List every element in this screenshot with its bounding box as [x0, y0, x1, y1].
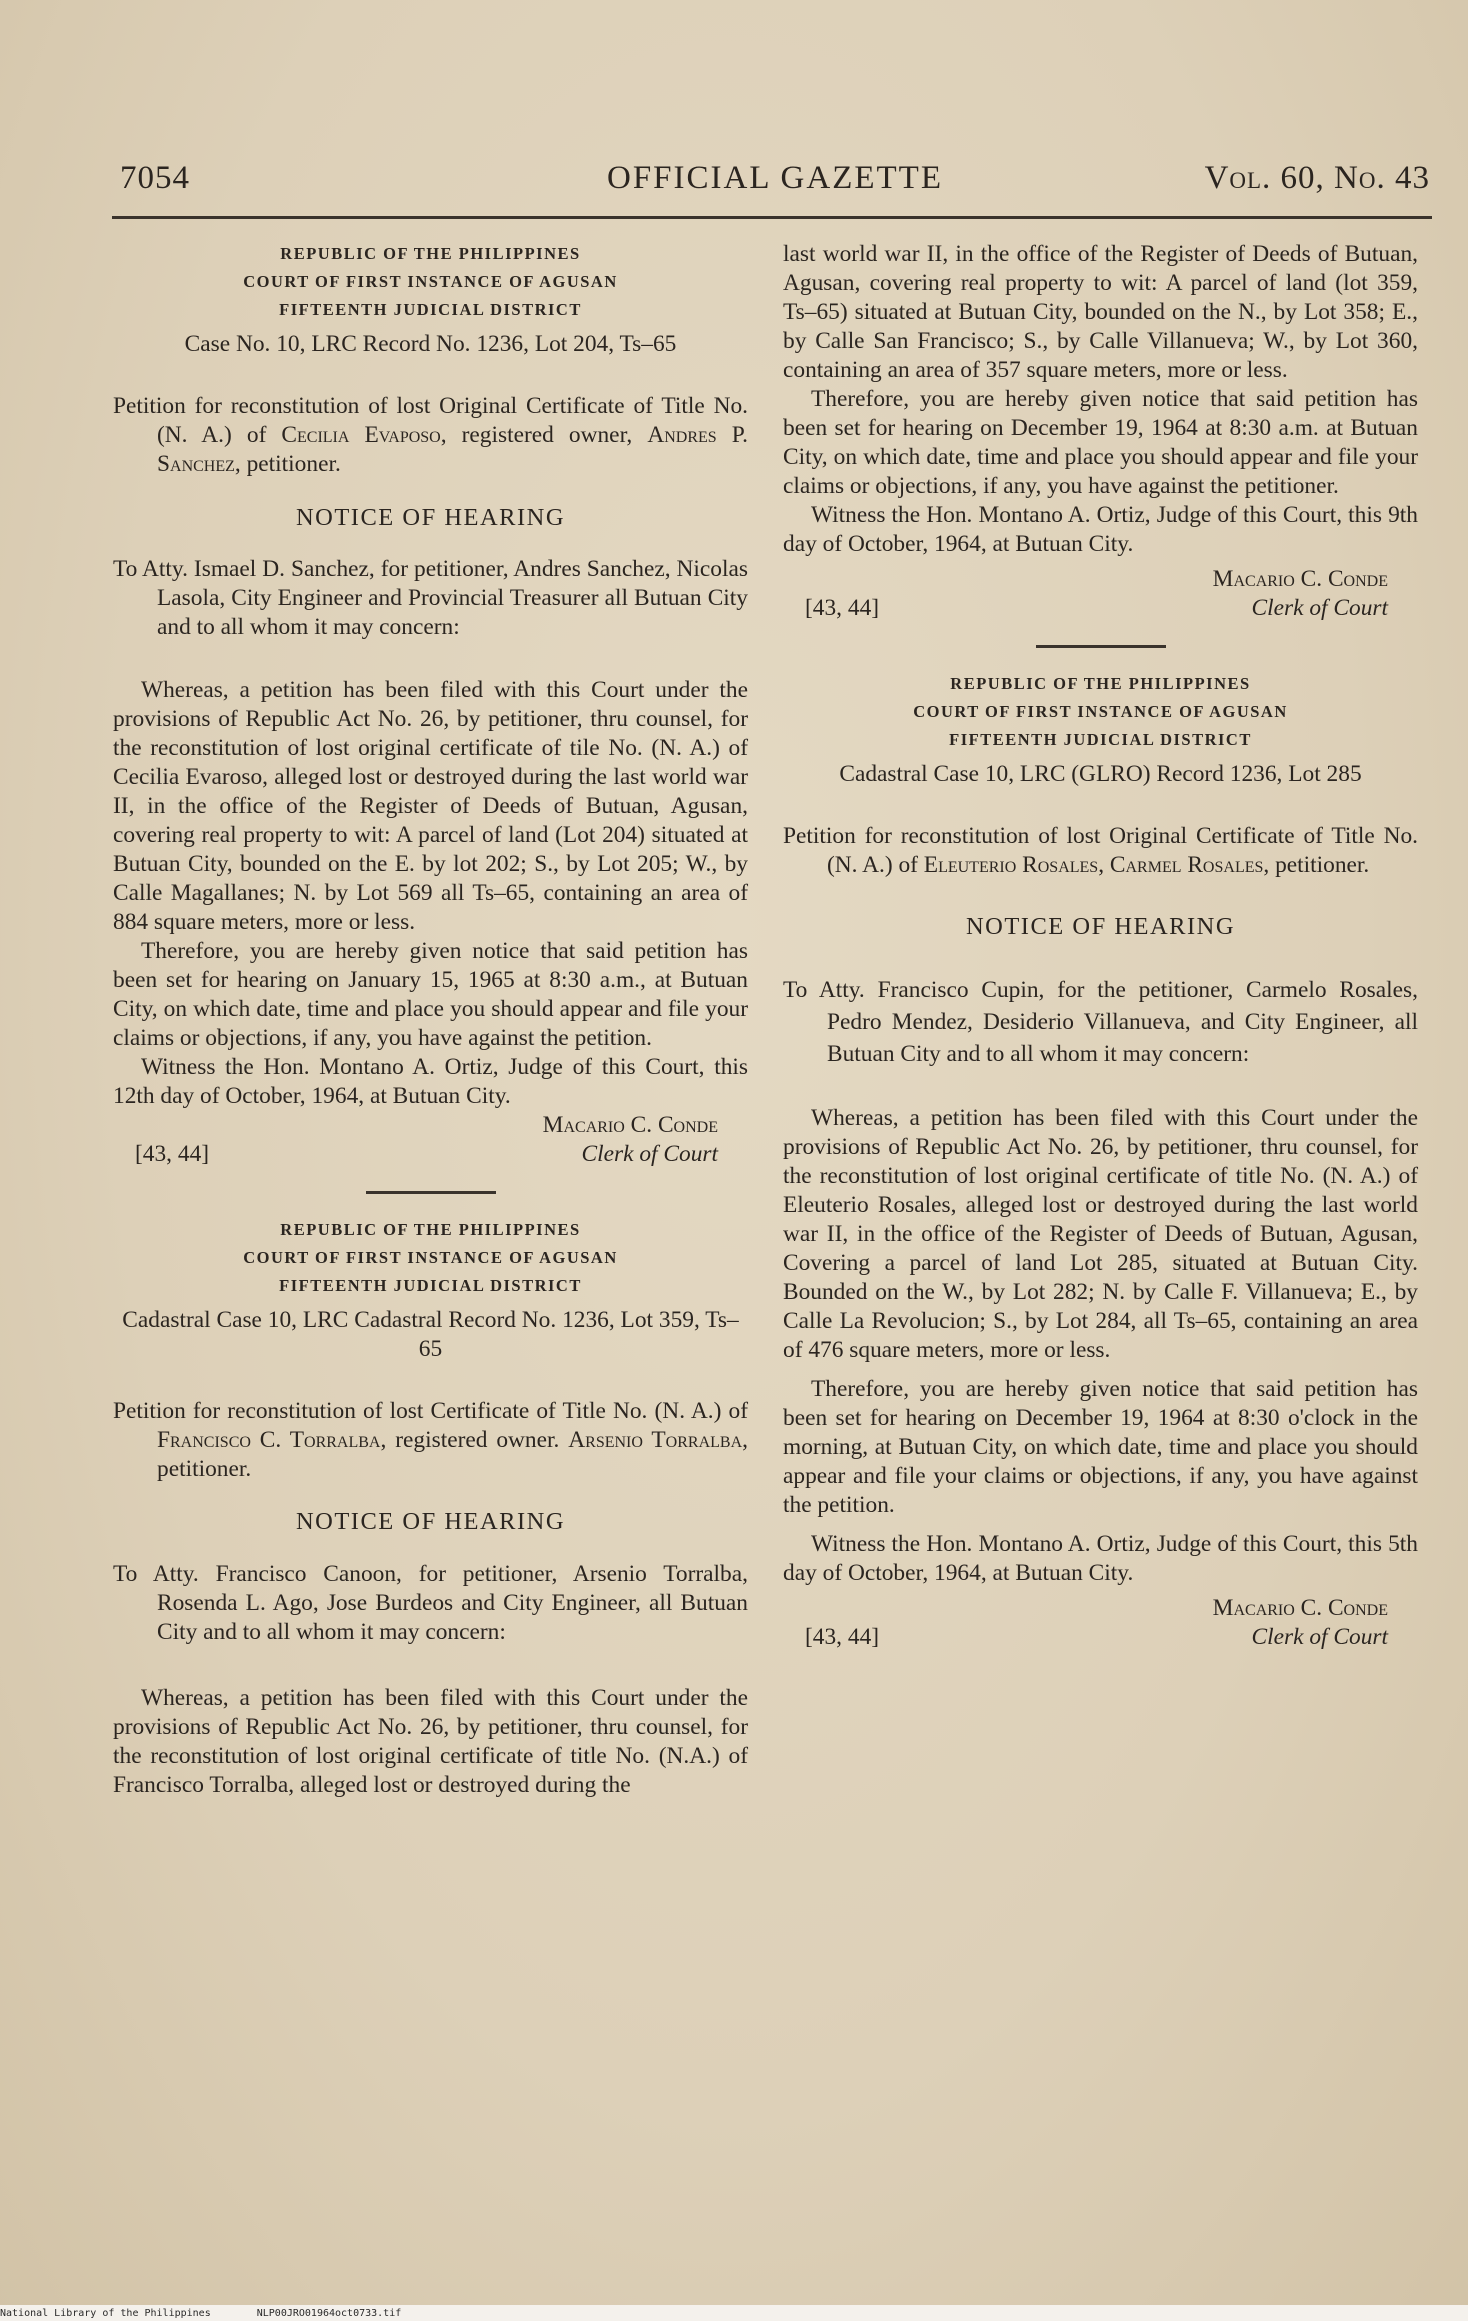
notice-heading: NOTICE OF HEARING	[965, 912, 1236, 940]
whereas-paragraph: Whereas, a petition has been filed with this Court under the provisions of Republic Act No. 26, by petitioner, thru counsel, for the reconstitution of lost original certificate of tile No. (N. A.) of Cecilia Evaroso, alleged lost or destroyed during the last world war II, in the office of the Register of Deeds of Butuan, Agusan, covering real property to wit: A parcel of land (Lot 204) situated at Butuan City, bounded on the E. by lot 202; S., by Lot 205; W., by Calle Magallanes; N. by Lot 569 all Ts–65, containing an area of 884 square meters, more or less.	[113, 676, 748, 935]
signer-role: Clerk of Court	[581, 1140, 718, 1167]
page-number: 7054	[120, 160, 190, 196]
signature-block	[783, 565, 1418, 623]
header-rule	[112, 216, 1432, 219]
witness-paragraph: Witness the Hon. Montano A. Ortiz, Judge of this Court, this 12th day of October, 1964, at Butuan City.	[113, 1053, 748, 1109]
signer-role: Clerk of Court	[1251, 1623, 1388, 1650]
notice-divider	[1036, 645, 1166, 648]
whereas-paragraph: Whereas, a petition has been filed with this Court under the provisions of Republic Act No. 26, by petitioner, thru counsel, for the reconstitution of lost original certificate of title No. (N. A.) of Eleuterio Rosales, alleged lost or destroyed during the last world war II, in the office of the Register of Deeds of Butuan, Agusan, Covering a parcel of land Lot 285, situated at Butuan City. Bounded on the W., by Lot 282; N. by Calle F. Villanueva; E., by Calle La Revolucion; S., by Lot 284, all Ts–65, containing an area of 476 square meters, more or less.	[783, 1104, 1418, 1363]
page-header	[120, 160, 1430, 206]
notice-divider	[366, 1191, 496, 1194]
therefore-paragraph: Therefore, you are hereby given notice that said petition has been set for hearing on December 19, 1964 at 8:30 o'clock in the morning, at Butuan City, on which date, time and place you should appear and file your claims or objections, if any, you have against the petition.	[783, 1375, 1418, 1518]
notice-heading: NOTICE OF HEARING	[295, 1508, 566, 1536]
court-caption: REPUBLIC OF THE PHILIPPINES COURT OF FIRST INSTANCE OF AGUSAN FIFTEENTH JUDICIAL DISTRICT	[243, 244, 618, 319]
library-credit: National Library of the Philippines	[0, 2308, 211, 2319]
court-caption: REPUBLIC OF THE PHILIPPINES COURT OF FIRST INSTANCE OF AGUSAN FIFTEENTH JUDICIAL DISTRICT	[243, 1219, 618, 1295]
signer-name: Macario C. Conde	[1212, 566, 1388, 592]
signature-block	[783, 1594, 1418, 1652]
whereas-paragraph-part2: last world war II, in the office of the Register of Deeds of Butuan, Agusan, covering real property to wit: A parcel of land (lot 359, Ts–65) situated at Butuan City, bounded on the N., by Lot 358; E., by Calle San Francisco; S., by Calle Villanueva; W., by Lot 360, containing an area of 357 square meters, more or less.	[783, 241, 1418, 383]
left-column	[113, 240, 748, 1800]
therefore-paragraph: Therefore, you are hereby given notice that said petition has been set for hearing on December 19, 1964 at 8:30 a.m. at Butuan City, on which date, time and place you should appear and file your claims or objections, if any, you have against the petitioner.	[783, 386, 1418, 499]
notice-lot-359-continued	[783, 240, 1418, 623]
notice-lot-285	[783, 670, 1418, 1652]
therefore-paragraph: Therefore, you are hereby given notice that said petition has been set for hearing on January 15, 1965 at 8:30 a.m., at Butuan City, on which date, time and place you should appear and file your claims or objections, if any, you have against the petition.	[113, 937, 748, 1051]
petition-title: Petition for reconstitution of lost Original Certificate of Title No. (N. A.) of Cecilia Evaposo, registered owner, Andres P. Sanchez, petitioner.	[113, 393, 748, 478]
signer-name: Macario C. Conde	[542, 1111, 718, 1138]
notice-heading: NOTICE OF HEARING	[295, 503, 566, 531]
case-number: Case No. 10, LRC Record No. 1236, Lot 204, Ts–65	[184, 331, 677, 357]
signature-block	[113, 1111, 748, 1169]
issue-reference: [43, 44]	[805, 1623, 880, 1650]
scan-filename: NLP00JRO01964oct0733.tif	[256, 2308, 402, 2319]
volume-number: Vol. 60, No. 43	[1204, 160, 1430, 196]
notice-lot-204	[113, 240, 748, 1169]
publication-title: OFFICIAL GAZETTE	[607, 160, 943, 196]
whereas-paragraph-part1: Whereas, a petition has been filed with this Court under the provisions of Republic Act No. 26, by petitioner, thru counsel, for the reconstitution of lost original certificate of title No. (N.A.) of Francisco Torralba, alleged lost or destroyed during the	[113, 1685, 748, 1799]
signer-role: Clerk of Court	[1251, 595, 1388, 621]
petition-title: Petition for reconstitution of lost Original Certificate of Title No. (N. A.) of Eleuterio Rosales, Carmel Rosales, petitioner.	[783, 823, 1418, 879]
right-column	[783, 240, 1418, 1652]
notice-lot-359	[113, 1216, 748, 1801]
petition-title: Petition for reconstitution of lost Certificate of Title No. (N. A.) of Francisco C. Torralba, registered owner. Arsenio Torralba, petitioner.	[113, 1397, 748, 1482]
issue-reference: [43, 44]	[805, 595, 880, 621]
case-number: Cadastral Case 10, LRC (GLRO) Record 1236, Lot 285	[839, 761, 1362, 787]
scan-footer	[0, 2308, 441, 2319]
addressee-paragraph: To Atty. Francisco Cupin, for the petitioner, Carmelo Rosales, Pedro Mendez, Desiderio Villanueva, and City Engineer, all Butuan City and to all whom it may concern:	[783, 977, 1418, 1068]
case-number: Cadastral Case 10, LRC Cadastral Record No. 1236, Lot 359, Ts–65	[122, 1306, 739, 1362]
issue-reference: [43, 44]	[135, 1140, 210, 1167]
addressee-paragraph: To Atty. Ismael D. Sanchez, for petitioner, Andres Sanchez, Nicolas Lasola, City Engineer and Provincial Treasurer all Butuan City and to all whom it may concern:	[113, 556, 748, 641]
addressee-paragraph: To Atty. Francisco Canoon, for petitioner, Arsenio Torralba, Rosenda L. Ago, Jose Burdeos and City Engineer, all Butuan City and to all whom it may concern:	[113, 1560, 748, 1645]
witness-paragraph: Witness the Hon. Montano A. Ortiz, Judge of this Court, this 9th day of October, 1964, at Butuan City.	[783, 502, 1418, 557]
court-caption: REPUBLIC OF THE PHILIPPINES COURT OF FIRST INSTANCE OF AGUSAN FIFTEENTH JUDICIAL DISTRICT	[913, 674, 1288, 749]
witness-paragraph: Witness the Hon. Montano A. Ortiz, Judge of this Court, this 5th day of October, 1964, at Butuan City.	[783, 1530, 1418, 1586]
signer-name: Macario C. Conde	[1212, 1594, 1388, 1621]
